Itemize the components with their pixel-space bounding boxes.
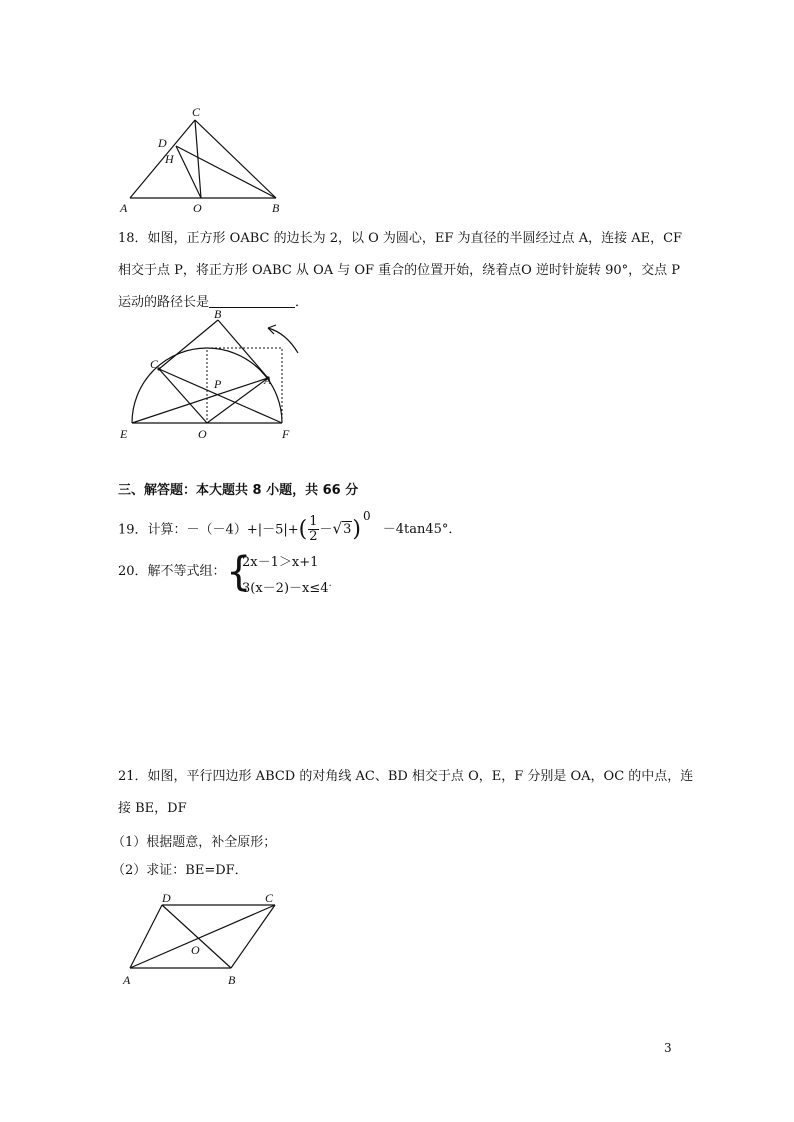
page-number: 3 (664, 1041, 672, 1055)
fig17-label-c: C (192, 105, 201, 119)
section-3-heading: 三、解答题：本大题共 8 小题，共 66 分 (118, 483, 359, 498)
question-19-prefix: 19．计算：－（－4）+|－5|+ (118, 522, 299, 538)
question-19-suffix: －4tan45°． (382, 522, 462, 538)
fig17-label-h: H (165, 152, 174, 166)
question-18-line-2: 相交于点 P，将正方形 OABC 从 OA 与 OF 重合的位置开始，绕着点O 逆时针旋转 90°，交点 P (118, 263, 681, 278)
question-21-part-2: （2）求证：BE=DF． (112, 863, 248, 878)
question-18-end: ． (295, 295, 309, 310)
fig18-label-b: B (214, 308, 222, 321)
brace-icon: { (226, 549, 252, 595)
inequality-2: 3(x－2)－x≤4. (242, 578, 332, 596)
question-19: 19．计算：－（－4）+|－5|+( $\frac{1}{2}$ －√3)$^0$ －4tan45°． (118, 509, 462, 545)
fig21-label-o: O (191, 943, 200, 957)
fig18-label-e: E (120, 427, 128, 441)
question-20-prefix: 20．解不等式组： (118, 564, 226, 579)
fig21-label-d: D (162, 891, 171, 905)
fig18-label-a: A (264, 373, 272, 387)
figure-18-semicircle (110, 308, 320, 446)
figure-17-triangle (110, 100, 300, 215)
fig18-label-f: F (282, 427, 290, 441)
fig17-label-o: O (193, 201, 202, 215)
fig17-label-a: A (120, 201, 128, 215)
question-21-line-1: 21．如图，平行四边形 ABCD 的对角线 AC、BD 相交于点 O，E，F 分别是 OA，OC 的中点，连 (118, 769, 694, 784)
fig18-label-p: P (214, 377, 222, 391)
answer-blank (209, 293, 295, 308)
sqrt-symbol: √ (332, 519, 343, 538)
question-18-text: 运动的路径长是 (118, 295, 210, 310)
exponent: 0 (362, 509, 371, 523)
sqrt-argument: 3 (343, 522, 352, 538)
fig18-label-c: C (150, 357, 159, 371)
fig17-label-b: B (272, 201, 280, 215)
fig18-label-o: O (198, 427, 207, 441)
fraction-one-half: $\frac{1}{2}$ (309, 514, 318, 545)
inequality-1: 2x－1＞x+1 (242, 555, 319, 570)
fig21-label-a: A (123, 973, 131, 987)
fig21-label-c: C (265, 891, 274, 905)
question-21-line-2: 接 BE，DF (118, 801, 187, 816)
question-18-line-1: 18．如图，正方形 OABC 的边长为 2，以 O 为圆心，EF 为直径的半圆经过点 A，连接 AE，CF (118, 231, 683, 246)
figure-21-parallelogram (115, 890, 290, 990)
fig21-label-b: B (228, 973, 236, 987)
question-21-part-1: （1）根据题意，补全原形； (112, 835, 277, 850)
fig17-label-d: D (158, 136, 167, 150)
